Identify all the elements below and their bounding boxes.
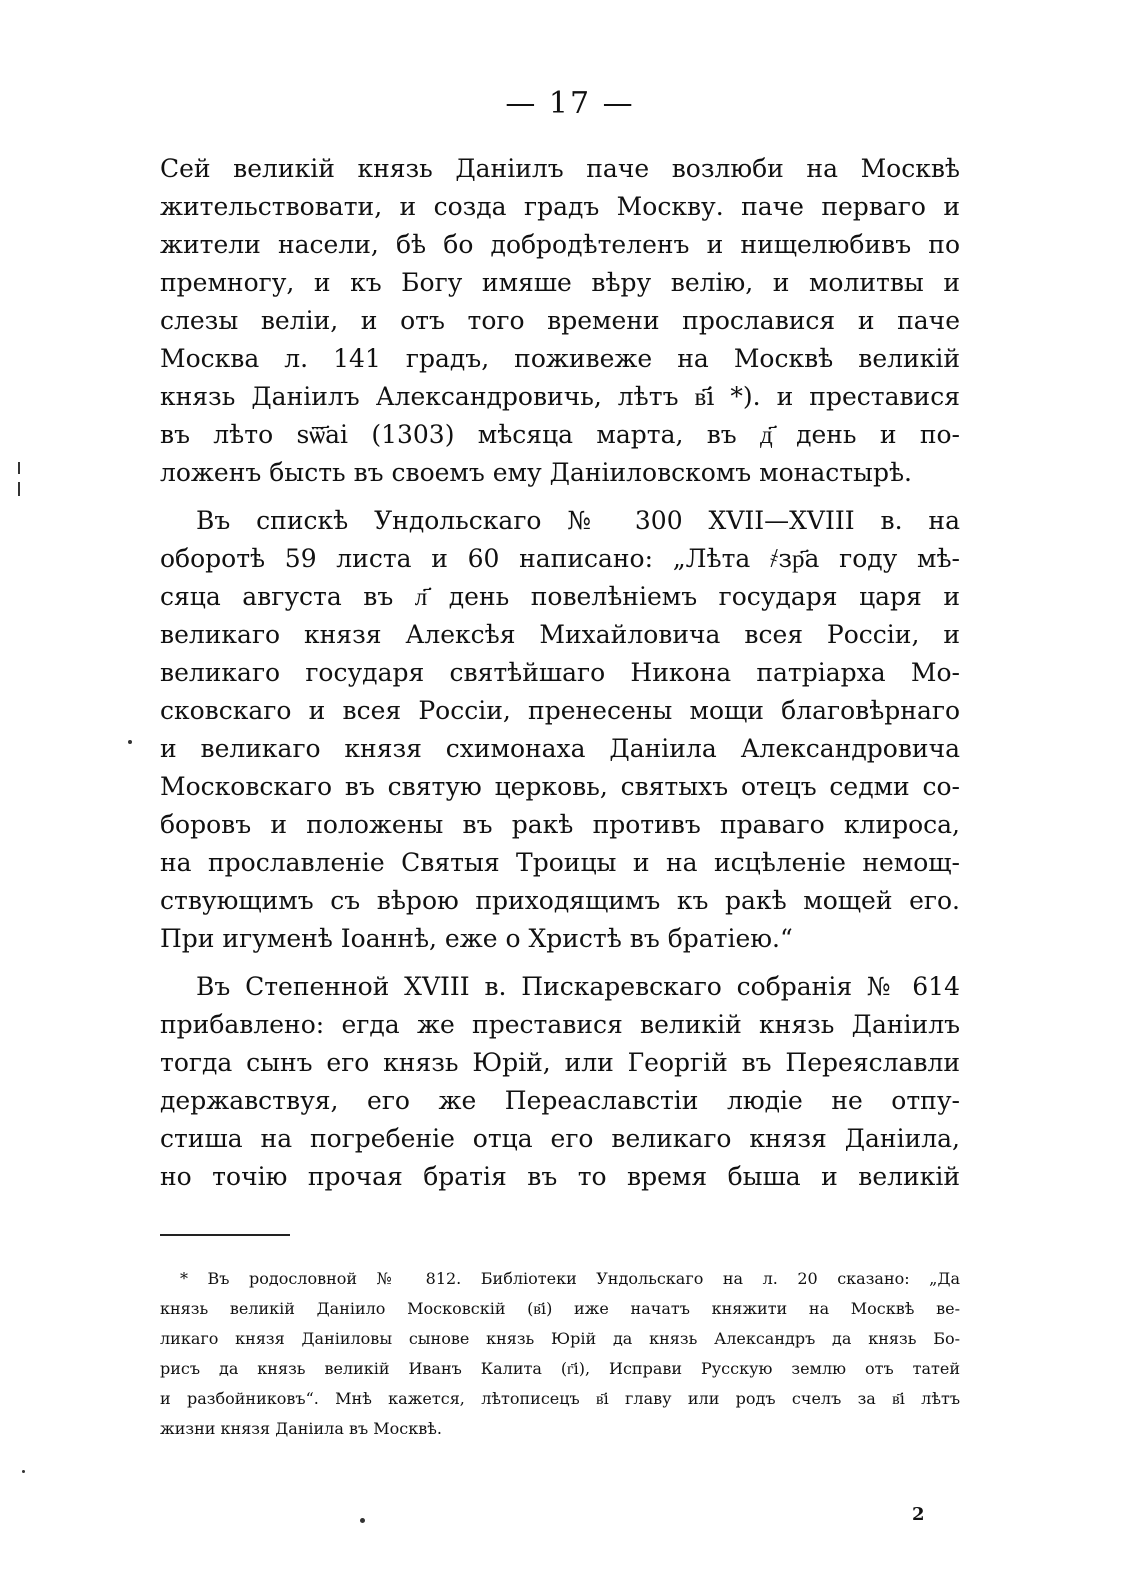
page-number: — 17 — [505,86,635,121]
text-line: великаго князя Алексѣя Михайловича всея Россіи, и [160,620,960,649]
body-text [160,150,960,1196]
text-line: ствующимъ съ вѣрою приходящимъ къ ракѣ мощей его. [160,886,960,915]
text-line: боровъ и положены въ ракѣ противъ праваго клироса, [160,810,960,839]
text-line: ложенъ бысть въ своемъ ему Даніиловскомъ монастырѣ. [160,458,912,487]
scan-artifact [18,482,20,496]
text-line: Московскаго въ святую церковь, святыхъ отецъ седми со- [160,772,960,801]
text-line: стиша на погребеніе отца его великаго князя Даніила, [160,1124,960,1153]
scan-artifact [128,740,132,744]
text-line: и великаго князя схимонаха Даніила Александровича [160,734,960,763]
signature-mark: 2 [912,1504,925,1525]
text-line: премногу, и къ Богу имяше вѣру велію, и молитвы и [160,268,960,297]
scan-artifact [18,462,20,474]
text-line: тогда сынъ его князь Юрій, или Георгій въ Переяславли [160,1048,960,1077]
text-line: слезы веліи, и отъ того времени прославися и паче [160,306,960,335]
footnote-line: и разбойниковъ“. Мнѣ кажется, лѣтописецъ в҃і главу или родъ счелъ за в҃і лѣтъ [160,1389,960,1408]
text-line: великаго государя святѣйшаго Никона патріарха Мо- [160,658,960,687]
text-line: но точію прочая братія въ то время быша и великій [160,1162,960,1191]
text-line: державствуя, его же Переаславстіи людіе не отпу- [160,1086,960,1115]
text-line: жительствовати, и созда градъ Москву. паче перваго и [160,192,960,221]
footnote-divider [160,1234,290,1236]
text-line: жители насели, бѣ бо добродѣтеленъ и нищелюбивъ по [160,230,960,259]
footnote [160,1264,960,1444]
text-line: сковскаго и всея Россіи, пренесены мощи благовѣрнаго [160,696,960,725]
footnote-line: * Въ родословной № 812. Библіотеки Ундольскаго на л. 20 сказано: „Да [180,1269,960,1288]
scan-artifact [360,1518,365,1523]
text-line: сяца августа въ л҃ день повелѣніемъ государя царя и [160,582,960,611]
text-line: Въ спискѣ Ундольскаго № 300 XVII—XVIII в. на [196,506,960,535]
text-line: князь Даніилъ Александровичь, лѣтъ в҃і *). и преставися [160,382,960,411]
text-line: на прославленіе Святыя Троицы и на исцѣленіе немощ- [160,848,960,877]
footnote-line: жизни князя Даніила въ Москвѣ. [160,1419,442,1438]
text-line: Сей великій князь Даніилъ паче возлюби на Москвѣ [160,154,960,183]
text-line: Въ Степенной XVIII в. Пискаревскаго собранія № 614 [196,972,960,1001]
footnote-line: рисъ да князь великій Иванъ Калита (г҃і), Исправи Русскую землю отъ татей [160,1359,960,1378]
text-line: въ лѣто ѕѿ҃аі (1303) мѣсяца марта, въ д҃ день и по- [160,420,960,449]
scan-artifact [22,1470,25,1473]
text-line: прибавлено: егда же преставися великій князь Даніилъ [160,1010,960,1039]
text-line: оборотѣ 59 листа и 60 написано: „Лѣта ҂зр҃а году мѣ- [160,544,960,573]
text-line: Москва л. 141 градъ, поживеже на Москвѣ великій [160,344,960,373]
footnote-line: ликаго князя Даніиловы сынове князь Юрій да князь Александръ да князь Бо- [160,1329,960,1348]
footnote-line: князь великій Даніило Московскій (в҃і) иже начатъ княжити на Москвѣ ве- [160,1299,960,1318]
text-line: При игуменѣ Іоаннѣ, еже о Христѣ въ братіею.“ [160,924,793,953]
